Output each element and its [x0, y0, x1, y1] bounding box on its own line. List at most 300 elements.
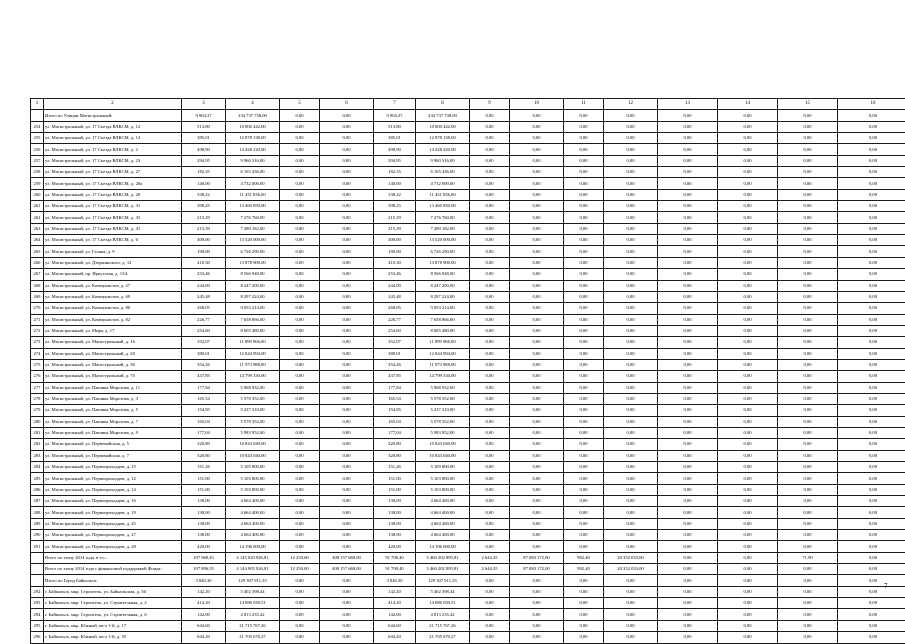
value-cell: 0,00: [604, 314, 658, 325]
row-number-cell: 296: [31, 632, 44, 643]
value-cell: 0,00: [838, 507, 905, 518]
value-cell: 0,00: [718, 269, 778, 280]
value-cell: 0,00: [564, 235, 604, 246]
value-cell: 0,00: [280, 620, 320, 631]
value-cell: 0,00: [778, 178, 838, 189]
value-cell: 0,00: [604, 257, 658, 268]
address-cell: ул. Магистральный, ул. Павлика Морозова, д. 9: [44, 427, 182, 438]
value-cell: 0,00: [838, 246, 905, 257]
value-cell: 0,00: [510, 167, 564, 178]
row-number-cell: 281: [31, 427, 44, 438]
value-cell: 0,00: [838, 484, 905, 495]
value-cell: 0,00: [320, 201, 374, 212]
value-cell: 0,00: [470, 382, 510, 393]
value-cell: 0,00: [604, 382, 658, 393]
value-cell: 0,00: [320, 155, 374, 166]
row-number-cell: 263: [31, 223, 44, 234]
table-row: [31, 280, 905, 291]
value-cell: 0,00: [280, 280, 320, 291]
value-cell: 154,95: [374, 405, 416, 416]
value-cell: 513,80: [182, 121, 226, 132]
value-cell: 0,00: [778, 121, 838, 132]
value-cell: 0,00: [604, 405, 658, 416]
value-cell: 21 715 767,26: [416, 620, 470, 631]
value-cell: 4 664 400,00: [416, 530, 470, 541]
value-cell: 0,00: [564, 393, 604, 404]
value-cell: 0,00: [718, 325, 778, 336]
address-cell: г. Байкальск, мкр. Строитель, ул. Байкальская, д. 36: [44, 586, 182, 597]
value-cell: 0,00: [510, 235, 564, 246]
value-cell: 0,00: [604, 178, 658, 189]
value-cell: 7 658 866,00: [226, 314, 280, 325]
value-cell: 414,20: [374, 598, 416, 609]
value-cell: 0,00: [718, 541, 778, 552]
address-cell: ул. Магистральный, ул. Первомайская, д. 7: [44, 450, 182, 461]
address-cell: ул. Магистральный, ул. Мира, д. 17: [44, 325, 182, 336]
value-cell: 0,00: [280, 507, 320, 518]
value-cell: 0,00: [838, 212, 905, 223]
value-cell: 0,00: [838, 439, 905, 450]
value-cell: 0,00: [564, 246, 604, 257]
value-cell: 0,00: [838, 348, 905, 359]
row-number-cell: 256: [31, 144, 44, 155]
table-row: [31, 518, 905, 529]
value-cell: 0,00: [658, 405, 718, 416]
address-cell: Всего по этапу 2014 года с финансовой поддержкой Фонда:: [44, 564, 182, 575]
value-cell: 0,00: [320, 416, 374, 427]
value-cell: 0,00: [510, 620, 564, 631]
value-cell: 0,00: [838, 473, 905, 484]
value-cell: 0,00: [718, 496, 778, 507]
address-cell: Итого по Улицам Магистральный:: [44, 110, 182, 121]
value-cell: 0,00: [838, 450, 905, 461]
value-cell: 0,00: [718, 246, 778, 257]
value-cell: 9 904,37: [182, 110, 226, 121]
value-cell: 4 732 000,00: [226, 178, 280, 189]
column-number-cell: 10: [510, 99, 564, 110]
value-cell: 253,46: [182, 269, 226, 280]
table-row: [31, 620, 905, 631]
value-cell: 0,00: [280, 530, 320, 541]
value-cell: 0,00: [280, 325, 320, 336]
row-number-cell: 289: [31, 518, 44, 529]
value-cell: 154,95: [182, 405, 226, 416]
value-cell: 414,20: [182, 598, 226, 609]
value-cell: 10 843 040,00: [226, 439, 280, 450]
value-cell: 0,00: [718, 110, 778, 121]
value-cell: 0,00: [658, 609, 718, 620]
address-cell: ул. Магистральный, ул. 17 Съезда ВЛКСМ, д. 12: [44, 121, 182, 132]
value-cell: 0,00: [280, 337, 320, 348]
value-cell: 11 899 966,00: [416, 337, 470, 348]
value-cell: 0,00: [658, 337, 718, 348]
value-cell: 253,46: [374, 269, 416, 280]
value-cell: 0,00: [718, 484, 778, 495]
value-cell: 0,00: [564, 371, 604, 382]
row-number-cell: 295: [31, 620, 44, 631]
value-cell: 0,00: [510, 507, 564, 518]
table-row: [31, 325, 905, 336]
value-cell: 0,00: [838, 121, 905, 132]
row-number-cell: 264: [31, 235, 44, 246]
value-cell: 320,80: [182, 439, 226, 450]
column-number-cell: 2: [44, 99, 182, 110]
value-cell: 0,00: [280, 291, 320, 302]
value-cell: 226,77: [374, 314, 416, 325]
value-cell: 0,00: [564, 178, 604, 189]
value-cell: 0,00: [470, 235, 510, 246]
value-cell: 0,00: [838, 530, 905, 541]
value-cell: 0,00: [778, 314, 838, 325]
value-cell: 12 250,00: [280, 552, 320, 563]
value-cell: 0,00: [658, 189, 718, 200]
value-cell: 0,00: [470, 598, 510, 609]
value-cell: 5 103 800,00: [416, 484, 470, 495]
table-row: [31, 541, 905, 552]
value-cell: 5 103 800,00: [226, 484, 280, 495]
value-cell: 226,77: [182, 314, 226, 325]
row-number-cell: 287: [31, 496, 44, 507]
value-cell: 0,00: [510, 269, 564, 280]
value-cell: 352,07: [374, 337, 416, 348]
address-cell: ул. Магистральный, ул. 17 Съезда ВЛКСМ, д. 29: [44, 189, 182, 200]
value-cell: 0,00: [838, 541, 905, 552]
value-cell: 0,00: [718, 416, 778, 427]
value-cell: 0,00: [470, 303, 510, 314]
value-cell: 234 737 738,00: [416, 110, 470, 121]
value-cell: 0,00: [778, 427, 838, 438]
value-cell: 0,00: [778, 303, 838, 314]
value-cell: 5 402 398,44: [226, 586, 280, 597]
value-cell: 142,20: [182, 586, 226, 597]
value-cell: 0,00: [470, 427, 510, 438]
value-cell: 151,26: [182, 462, 226, 473]
address-cell: ул. Магистральный, ул. Первопроходцев, д. 27: [44, 530, 182, 541]
value-cell: 0,00: [718, 121, 778, 132]
value-cell: 0,00: [564, 133, 604, 144]
value-cell: 0,00: [658, 212, 718, 223]
value-cell: 0,00: [510, 110, 564, 121]
table-row: [31, 575, 905, 586]
value-cell: 0,00: [658, 575, 718, 586]
value-cell: 138,00: [374, 507, 416, 518]
value-cell: 4 664 400,00: [416, 496, 470, 507]
address-cell: г. Байкальск, мкр. Строитель, ул. Строительная, д. 2: [44, 598, 182, 609]
address-cell: ул. Магистральный, ул. Гаснка, д. 9: [44, 246, 182, 257]
row-number-cell: 273: [31, 337, 44, 348]
value-cell: 0,00: [778, 575, 838, 586]
page-number: 7: [884, 582, 888, 590]
row-number-cell: 280: [31, 416, 44, 427]
value-cell: 0,00: [320, 110, 374, 121]
value-cell: 0,00: [320, 133, 374, 144]
row-number-cell: 291: [31, 541, 44, 552]
table-row: [31, 110, 905, 121]
value-cell: 4 732 000,00: [416, 178, 470, 189]
value-cell: 182,35: [182, 167, 226, 178]
value-cell: 0,00: [280, 427, 320, 438]
address-cell: ул. Магистральный, ул. Коммунистов, д. 27: [44, 280, 182, 291]
address-cell: ул. Магистральный, ул. 17 Съезда ВЛКСМ, д. 27: [44, 167, 182, 178]
value-cell: 0,00: [470, 620, 510, 631]
address-cell: ул. Магистральный, ул. Коммунистов, д. 80: [44, 303, 182, 314]
value-cell: 7 280 182,00: [226, 223, 280, 234]
value-cell: 0,00: [470, 473, 510, 484]
value-cell: 0,00: [280, 371, 320, 382]
value-cell: 215,29: [374, 212, 416, 223]
value-cell: 0,00: [778, 269, 838, 280]
value-cell: 4 813 235,42: [226, 609, 280, 620]
value-cell: 0,00: [658, 167, 718, 178]
address-cell: Всего по этапу 2014 года, в т.ч.:: [44, 552, 182, 563]
value-cell: 12 250,00: [280, 564, 320, 575]
value-cell: 513,80: [374, 121, 416, 132]
value-cell: 10 843 040,00: [416, 439, 470, 450]
value-cell: 0,00: [564, 280, 604, 291]
value-cell: 0,00: [604, 620, 658, 631]
address-cell: г. Байкальск, мкр. Южный, кв-л 1-й, д. 17: [44, 620, 182, 631]
value-cell: 5 578 352,00: [226, 393, 280, 404]
value-cell: 177,84: [374, 382, 416, 393]
value-cell: 4 144 905 926,81: [226, 564, 280, 575]
value-cell: 9 960 316,00: [416, 155, 470, 166]
table-row: [31, 359, 905, 370]
table-row: [31, 405, 905, 416]
value-cell: 140,00: [374, 178, 416, 189]
table-row: [31, 371, 905, 382]
value-cell: 0,00: [280, 598, 320, 609]
value-cell: 0,00: [658, 314, 718, 325]
value-cell: 0,00: [718, 393, 778, 404]
value-cell: 0,00: [564, 121, 604, 132]
value-cell: 0,00: [280, 450, 320, 461]
value-cell: 354,26: [374, 359, 416, 370]
address-cell: г. Байкальск, мкр. Южный, кв-л 1-й, д. 55: [44, 632, 182, 643]
table-row: [31, 564, 905, 575]
value-cell: 0,00: [280, 212, 320, 223]
column-number-cell: 14: [718, 99, 778, 110]
value-cell: 0,00: [838, 110, 905, 121]
value-cell: 0,00: [658, 484, 718, 495]
column-number-cell: 7: [374, 99, 416, 110]
value-cell: 0,00: [718, 167, 778, 178]
value-cell: 0,00: [320, 280, 374, 291]
table-row: [31, 201, 905, 212]
value-cell: 0,00: [718, 201, 778, 212]
table-row: [31, 155, 905, 166]
value-cell: 0,00: [510, 609, 564, 620]
value-cell: 0,00: [470, 189, 510, 200]
value-cell: 0,00: [778, 598, 838, 609]
table-row: [31, 473, 905, 484]
value-cell: 0,00: [470, 178, 510, 189]
value-cell: 0,00: [320, 507, 374, 518]
value-cell: 0,00: [564, 269, 604, 280]
address-cell: ул. Магистральный, ул. Первопроходцев, д. 16: [44, 496, 182, 507]
value-cell: 14 196 000,00: [416, 541, 470, 552]
value-cell: 6 726 290,00: [416, 246, 470, 257]
row-number-cell: [31, 575, 44, 586]
value-cell: 982,40: [564, 552, 604, 563]
value-cell: 0,00: [564, 359, 604, 370]
value-cell: 151,00: [374, 473, 416, 484]
value-cell: 0,00: [564, 155, 604, 166]
value-cell: 0,00: [280, 246, 320, 257]
value-cell: 190,00: [182, 246, 226, 257]
value-cell: 0,00: [320, 450, 374, 461]
value-cell: 0,00: [564, 337, 604, 348]
value-cell: 4 664 400,00: [226, 507, 280, 518]
value-cell: 0,00: [510, 439, 564, 450]
row-number-cell: [31, 110, 44, 121]
value-cell: 0,00: [510, 337, 564, 348]
value-cell: 0,00: [658, 518, 718, 529]
table-row: [31, 484, 905, 495]
value-cell: 0,00: [470, 325, 510, 336]
value-cell: 0,00: [470, 439, 510, 450]
table-row: [31, 167, 905, 178]
value-cell: 0,00: [778, 201, 838, 212]
value-cell: 0,00: [778, 280, 838, 291]
address-cell: Итого по Город Байкальск:: [44, 575, 182, 586]
value-cell: 0,00: [778, 518, 838, 529]
table-row: [31, 212, 905, 223]
table-row: [31, 133, 905, 144]
value-cell: 9 960 316,00: [226, 155, 280, 166]
value-cell: 0,00: [510, 201, 564, 212]
value-cell: 354,26: [182, 359, 226, 370]
value-cell: 0,00: [470, 632, 510, 643]
value-cell: 0,00: [564, 518, 604, 529]
table-row: [31, 314, 905, 325]
value-cell: 0,00: [470, 133, 510, 144]
value-cell: 5 103 800,00: [416, 473, 470, 484]
value-cell: 0,00: [280, 303, 320, 314]
value-cell: 0,00: [470, 484, 510, 495]
value-cell: 5 983 952,00: [416, 427, 470, 438]
value-cell: 0,00: [778, 382, 838, 393]
value-cell: 0,00: [778, 291, 838, 302]
value-cell: 0,00: [658, 586, 718, 597]
value-cell: 0,00: [718, 473, 778, 484]
value-cell: 140,00: [182, 178, 226, 189]
table-row: [31, 393, 905, 404]
row-number-cell: 262: [31, 212, 44, 223]
value-cell: 0,00: [604, 144, 658, 155]
value-cell: 3 460 202 895,81: [416, 564, 470, 575]
value-cell: 0,00: [778, 484, 838, 495]
table-row: [31, 291, 905, 302]
value-cell: 0,00: [604, 246, 658, 257]
value-cell: 0,00: [564, 632, 604, 643]
value-cell: 14 086 039,51: [416, 598, 470, 609]
row-number-cell: 258: [31, 167, 44, 178]
value-cell: 0,00: [838, 280, 905, 291]
table-row: [31, 632, 905, 643]
value-cell: 8 605 480,00: [226, 325, 280, 336]
table-row: [31, 416, 905, 427]
value-cell: 0,00: [564, 575, 604, 586]
column-number-cell: 4: [226, 99, 280, 110]
value-cell: 294,95: [374, 155, 416, 166]
value-cell: 0,00: [470, 110, 510, 121]
row-number-cell: 254: [31, 121, 44, 132]
value-cell: 0,00: [320, 257, 374, 268]
value-cell: 0,00: [778, 416, 838, 427]
value-cell: 0,00: [564, 405, 604, 416]
value-cell: 0,00: [510, 189, 564, 200]
value-cell: 0,00: [510, 405, 564, 416]
value-cell: 498,90: [374, 144, 416, 155]
value-cell: 0,00: [604, 201, 658, 212]
value-cell: 0,00: [778, 405, 838, 416]
value-cell: 4 813 235,42: [416, 609, 470, 620]
value-cell: 0,00: [718, 620, 778, 631]
value-cell: 0,00: [604, 473, 658, 484]
value-cell: 0,00: [658, 223, 718, 234]
value-cell: 8 247 200,00: [416, 280, 470, 291]
value-cell: 408 157 668,00: [320, 564, 374, 575]
value-cell: 0,00: [510, 416, 564, 427]
value-cell: 138,00: [182, 530, 226, 541]
row-number-cell: 255: [31, 133, 44, 144]
value-cell: 0,00: [280, 348, 320, 359]
value-cell: 0,00: [718, 303, 778, 314]
column-number-cell: 11: [564, 99, 604, 110]
row-number-cell: 260: [31, 189, 44, 200]
value-cell: 151,26: [374, 462, 416, 473]
value-cell: 0,00: [564, 484, 604, 495]
value-cell: 0,00: [778, 189, 838, 200]
value-cell: 13 520 000,00: [226, 235, 280, 246]
value-cell: 0,00: [320, 405, 374, 416]
value-cell: 0,00: [604, 427, 658, 438]
value-cell: 5 578 352,00: [416, 393, 470, 404]
value-cell: 0,00: [320, 223, 374, 234]
value-cell: 8 566 948,00: [416, 269, 470, 280]
value-cell: 0,00: [564, 167, 604, 178]
table-row: [31, 530, 905, 541]
value-cell: 0,00: [658, 121, 718, 132]
value-cell: 0,00: [838, 609, 905, 620]
value-cell: 0,00: [320, 484, 374, 495]
value-cell: 138,00: [374, 530, 416, 541]
value-cell: 190,00: [374, 246, 416, 257]
value-cell: 0,00: [564, 530, 604, 541]
value-cell: 0,00: [658, 348, 718, 359]
value-cell: 0,00: [320, 178, 374, 189]
value-cell: 0,00: [838, 133, 905, 144]
value-cell: 0,00: [658, 541, 718, 552]
address-cell: г. Байкальск, мкр. Строитель, ул. Строительная, д. 6: [44, 609, 182, 620]
value-cell: 7 276 760,00: [416, 212, 470, 223]
value-cell: 0,00: [510, 178, 564, 189]
value-cell: 0,00: [280, 484, 320, 495]
value-cell: 0,00: [658, 246, 718, 257]
value-cell: 245,48: [182, 291, 226, 302]
value-cell: 0,00: [510, 280, 564, 291]
value-cell: 138,00: [182, 496, 226, 507]
row-number-cell: 290: [31, 530, 44, 541]
value-cell: 14 799 330,00: [226, 371, 280, 382]
value-cell: 0,00: [778, 359, 838, 370]
value-cell: 0,00: [510, 462, 564, 473]
table-row: [31, 450, 905, 461]
value-cell: 0,00: [718, 291, 778, 302]
value-cell: 0,00: [604, 586, 658, 597]
value-cell: 0,00: [604, 462, 658, 473]
value-cell: 0,00: [718, 575, 778, 586]
